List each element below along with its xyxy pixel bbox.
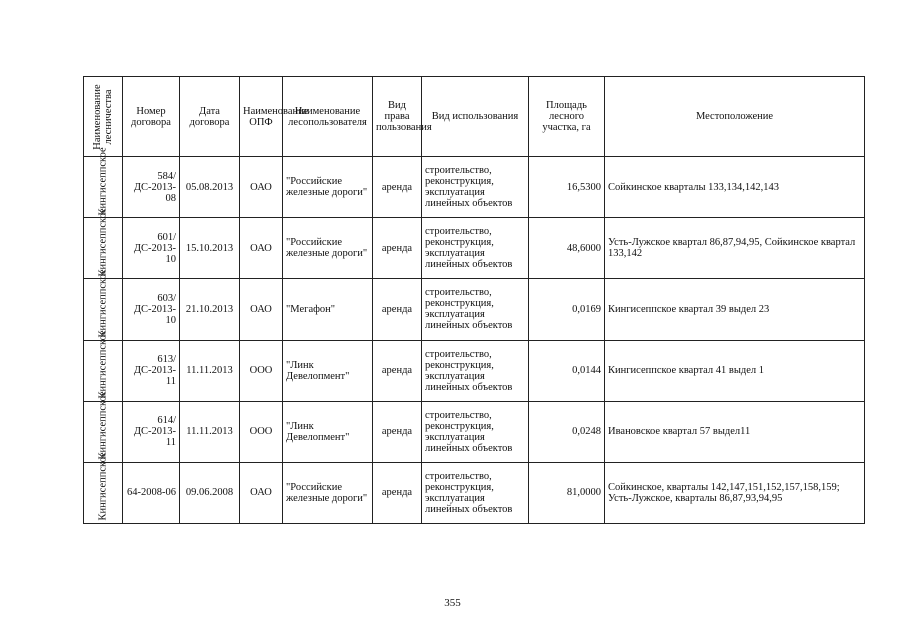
contract-date-cell: 21.10.2013 bbox=[180, 279, 240, 340]
opf-cell: ОАО bbox=[240, 218, 283, 279]
location-cell: Усть-Лужское квартал 86,87,94,95, Сойкинское квартал 133,142 bbox=[605, 218, 865, 279]
location-cell: Сойкинское, кварталы 142,147,151,152,157,158,159; Усть-Лужское, кварталы 86,87,93,94,95 bbox=[605, 462, 865, 523]
location-cell: Сойкинское кварталы 133,134,142,143 bbox=[605, 157, 865, 218]
header-row bbox=[84, 77, 865, 157]
area-cell: 0,0248 bbox=[529, 401, 605, 462]
header-area: Площадь лесного участка, га bbox=[529, 77, 605, 157]
usage-type-cell: строительство, реконструкция, эксплуатация линейных объектов bbox=[422, 340, 529, 401]
table-row bbox=[84, 340, 865, 401]
usage-type-cell: строительство, реконструкция, эксплуатация линейных объектов bbox=[422, 401, 529, 462]
forest-user-cell: "Российские железные дороги" bbox=[283, 462, 373, 523]
contract-number-cell: 64-2008-06 bbox=[123, 462, 180, 523]
page-number: 355 bbox=[444, 597, 461, 609]
forestry-cell: Кингисеппское bbox=[84, 279, 123, 340]
usage-type-cell: строительство, реконструкция, эксплуатация линейных объектов bbox=[422, 279, 529, 340]
forestry-cell: Кингисеппское bbox=[84, 218, 123, 279]
forest-user-cell: "Российские железные дороги" bbox=[283, 218, 373, 279]
forestry-cell: Кингисеппское bbox=[84, 157, 123, 218]
area-cell: 16,5300 bbox=[529, 157, 605, 218]
contract-date-cell: 11.11.2013 bbox=[180, 340, 240, 401]
contract-date-cell: 11.11.2013 bbox=[180, 401, 240, 462]
forestry-cell: Кингисеппское bbox=[84, 340, 123, 401]
area-cell: 0,0169 bbox=[529, 279, 605, 340]
right-type-cell: аренда bbox=[373, 340, 422, 401]
header-use: Вид использования bbox=[422, 77, 529, 157]
table-row bbox=[84, 462, 865, 523]
table-row bbox=[84, 401, 865, 462]
contract-number-cell: 601/ДС-2013-10 bbox=[123, 218, 180, 279]
right-type-cell: аренда bbox=[373, 462, 422, 523]
header-date: Дата договора bbox=[180, 77, 240, 157]
opf-cell: ОАО bbox=[240, 462, 283, 523]
header-right: Вид права пользования bbox=[373, 77, 422, 157]
forestry-cell: Кингисеппское bbox=[84, 462, 123, 523]
header-opf: Наименование ОПФ bbox=[240, 77, 283, 157]
forest-user-cell: "Мегафон" bbox=[283, 279, 373, 340]
opf-cell: ООО bbox=[240, 340, 283, 401]
header-user: Наименование лесопользователя bbox=[283, 77, 373, 157]
header-number: Номер договора bbox=[123, 77, 180, 157]
opf-cell: ОАО bbox=[240, 279, 283, 340]
table-row bbox=[84, 218, 865, 279]
right-type-cell: аренда bbox=[373, 218, 422, 279]
header-location: Местоположение bbox=[605, 77, 865, 157]
contract-date-cell: 15.10.2013 bbox=[180, 218, 240, 279]
contract-number-cell: 584/ДС-2013-08 bbox=[123, 157, 180, 218]
contracts-table bbox=[83, 76, 865, 524]
contract-date-cell: 09.06.2008 bbox=[180, 462, 240, 523]
location-cell: Кингисеппское квартал 39 выдел 23 bbox=[605, 279, 865, 340]
usage-type-cell: строительство, реконструкция, эксплуатация линейных объектов bbox=[422, 462, 529, 523]
area-cell: 48,6000 bbox=[529, 218, 605, 279]
usage-type-cell: строительство, реконструкция, эксплуатация линейных объектов bbox=[422, 218, 529, 279]
contract-date-cell: 05.08.2013 bbox=[180, 157, 240, 218]
contract-number-cell: 613/ДС-2013-11 bbox=[123, 340, 180, 401]
contract-number-cell: 614/ДС-2013-11 bbox=[123, 401, 180, 462]
table-row bbox=[84, 157, 865, 218]
right-type-cell: аренда bbox=[373, 157, 422, 218]
table-row bbox=[84, 279, 865, 340]
right-type-cell: аренда bbox=[373, 279, 422, 340]
usage-type-cell: строительство, реконструкция, эксплуатация линейных объектов bbox=[422, 157, 529, 218]
forestry-cell: Кингисеппское bbox=[84, 401, 123, 462]
opf-cell: ОАО bbox=[240, 157, 283, 218]
header-forestry: Наименование лесничества bbox=[84, 77, 123, 157]
forest-user-cell: "Линк Девелопмент" bbox=[283, 340, 373, 401]
forest-user-cell: "Российские железные дороги" bbox=[283, 157, 373, 218]
location-cell: Кингисеппское квартал 41 выдел 1 bbox=[605, 340, 865, 401]
right-type-cell: аренда bbox=[373, 401, 422, 462]
area-cell: 81,0000 bbox=[529, 462, 605, 523]
area-cell: 0,0144 bbox=[529, 340, 605, 401]
forest-user-cell: "Линк Девелопмент" bbox=[283, 401, 373, 462]
location-cell: Ивановское квартал 57 выдел11 bbox=[605, 401, 865, 462]
opf-cell: ООО bbox=[240, 401, 283, 462]
contract-number-cell: 603/ДС-2013-10 bbox=[123, 279, 180, 340]
